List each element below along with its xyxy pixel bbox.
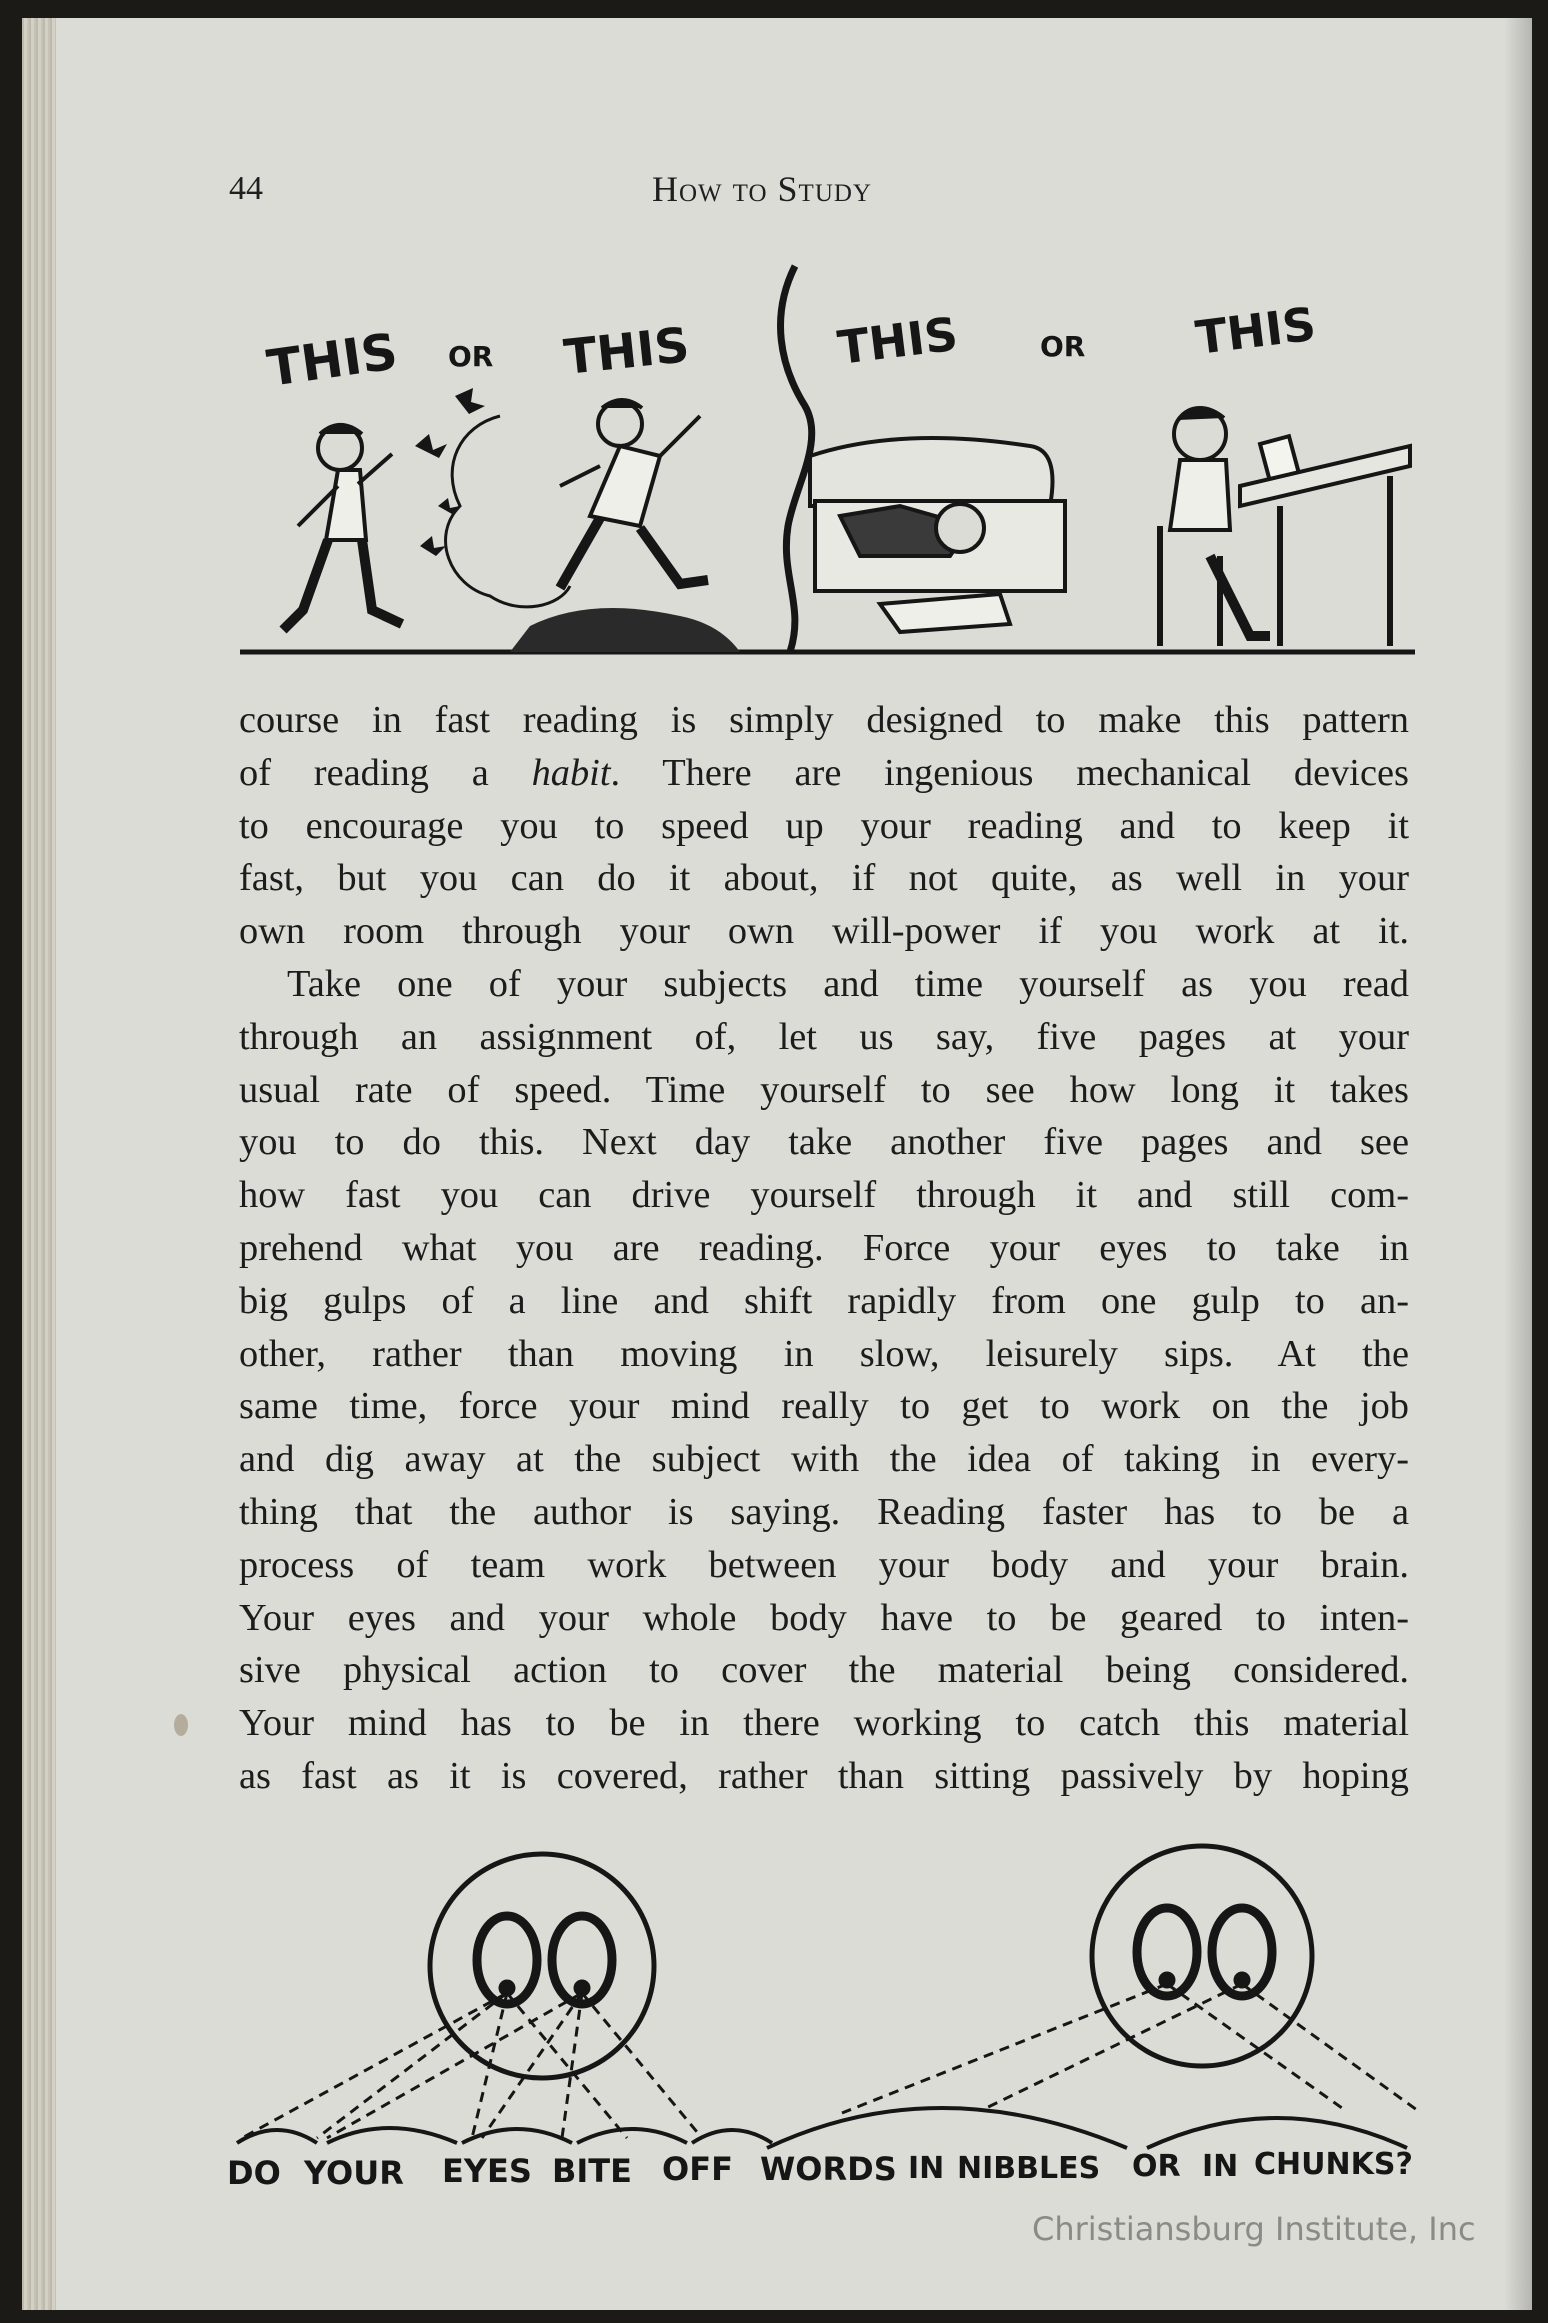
caption-word: CHUNKS? <box>1254 2147 1413 2182</box>
text-line: how fast you can drive yourself through it and still com- <box>239 1174 1409 1217</box>
running-head: How to Study <box>652 169 872 209</box>
label-this-2: THIS <box>561 317 692 386</box>
eye-span-diagram <box>222 1848 1462 2208</box>
text-line: course in fast reading is simply designed to make this pattern <box>239 699 1409 741</box>
nibble-arcs <box>237 2128 772 2143</box>
text-line: and dig away at the subject with the idea of taking in every- <box>239 1438 1409 1481</box>
text-line: you to do this. Next day take another five pages and see <box>239 1121 1409 1164</box>
text-line: Take one of your subjects and time yourself as you read <box>287 962 1409 1005</box>
paper-smudge <box>174 1714 188 1736</box>
text-line: as fast as it is covered, rather than sitting passively by hoping <box>239 1754 1409 1797</box>
text-line: usual rate of speed. Time yourself to see how long it takes <box>239 1068 1409 1111</box>
studying-boy-at-desk <box>1160 408 1410 646</box>
caption-word: OFF <box>662 2150 733 2188</box>
caption-word: NIBBLES <box>957 2151 1101 2186</box>
label-this-3: THIS <box>834 306 961 375</box>
text-line: other, rather than moving in slow, leisurely sips. At the <box>239 1332 1409 1375</box>
caption-word: WORDS <box>760 2150 897 2188</box>
text-line: Your eyes and your whole body have to be geared to inten- <box>239 1596 1409 1639</box>
text-line: prehend what you are reading. Force your eyes to take in <box>239 1226 1409 1269</box>
butterfly-icons <box>415 388 485 556</box>
label-or-1: OR <box>448 340 494 373</box>
page-number: 44 <box>229 170 263 207</box>
study-habits-cartoon <box>240 256 1420 676</box>
text-line: Your mind has to be in there working to catch this material <box>239 1702 1409 1745</box>
body-text <box>239 694 1409 1803</box>
right-face-icon <box>1092 1846 1312 2066</box>
text-line: own room through your own will-power if you work at it. <box>239 910 1409 953</box>
label-this-4: THIS <box>1192 296 1319 365</box>
caption-word: IN <box>908 2151 945 2186</box>
book-page <box>22 18 1532 2310</box>
page-shadow <box>1504 18 1532 2310</box>
text-line: same time, force your mind really to get to work on the job <box>239 1385 1409 1428</box>
chunk-arcs <box>767 2108 1407 2148</box>
text-line: thing that the author is saying. Reading faster has to be a <box>239 1490 1409 1533</box>
page-edges <box>22 18 56 2310</box>
divider-line <box>781 266 812 652</box>
text-line: through an assignment of, let us say, five pages at your <box>239 1015 1409 1058</box>
label-or-2: OR <box>1040 330 1086 363</box>
caption-word: YOUR <box>304 2154 404 2192</box>
watermark: Christiansburg Institute, Inc <box>1032 2210 1476 2248</box>
right-sight-lines <box>842 1984 1417 2113</box>
left-face-icon <box>430 1854 654 2078</box>
text-line: big gulps of a line and shift rapidly from one gulp to an- <box>239 1279 1409 1322</box>
text-line: to encourage you to speed up your reading and to keep it <box>239 804 1409 847</box>
grass-tuft <box>510 608 740 652</box>
emphasis-habit: habit <box>531 751 611 794</box>
label-this-1: THIS <box>263 322 401 398</box>
couch-sleeping-boy <box>810 438 1065 632</box>
caption-word: IN <box>1202 2149 1239 2184</box>
text-line: process of team work between your body and your brain. <box>239 1543 1409 1586</box>
strolling-boy-figure <box>283 425 402 630</box>
text-line: of reading a habit. There are ingenious mechanical devices <box>239 751 1409 794</box>
left-sight-lines <box>242 1993 702 2138</box>
diagram-caption <box>227 2147 1413 2192</box>
text-line: sive physical action to cover the material being considered. <box>239 1649 1409 1692</box>
caption-word: BITE <box>552 2152 632 2190</box>
caption-word: DO <box>227 2154 281 2192</box>
text-line: fast, but you can do it about, if not quite, as well in your <box>239 857 1409 900</box>
running-boy-figure <box>446 400 708 607</box>
caption-word: OR <box>1132 2149 1181 2184</box>
caption-word: EYES <box>442 2152 532 2190</box>
